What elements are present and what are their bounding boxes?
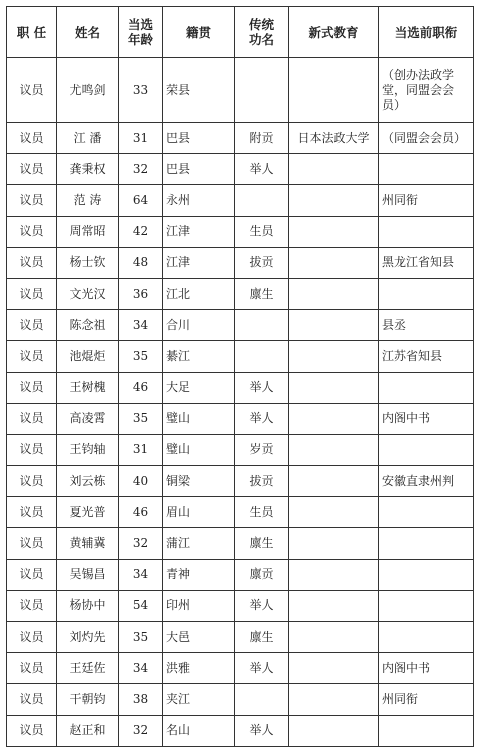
cell-gongming: 附贡 [235,123,289,154]
cell-gongming: 廪生 [235,528,289,559]
cell-previous-title: 江苏省知县 [379,341,474,372]
cell-age: 35 [119,622,163,653]
table-row [7,154,474,185]
cell-name: 江 潘 [57,123,119,154]
cell-origin: 印州 [163,590,235,621]
cell-age: 48 [119,247,163,278]
cell-education [289,528,379,559]
cell-origin: 璧山 [163,403,235,434]
header-previous-title: 当选前职衔 [379,7,474,58]
cell-previous-title: 州同衔 [379,684,474,715]
cell-education [289,403,379,434]
cell-age: 46 [119,372,163,403]
cell-gongming: 拔贡 [235,247,289,278]
cell-gongming: 生员 [235,216,289,247]
cell-role: 议员 [7,247,57,278]
cell-previous-title [379,622,474,653]
cell-gongming: 廪生 [235,278,289,309]
cell-role: 议员 [7,58,57,123]
table-row [7,58,474,123]
table-row [7,622,474,653]
table-row [7,528,474,559]
cell-origin: 大邑 [163,622,235,653]
cell-education [289,341,379,372]
table-row [7,434,474,465]
cell-gongming: 拔贡 [235,466,289,497]
cell-origin: 永州 [163,185,235,216]
members-table [6,6,474,747]
cell-role: 议员 [7,497,57,528]
cell-role: 议员 [7,684,57,715]
cell-age: 35 [119,341,163,372]
cell-origin: 名山 [163,715,235,746]
cell-gongming: 举人 [235,715,289,746]
cell-education [289,466,379,497]
table-row [7,653,474,684]
cell-role: 议员 [7,590,57,621]
cell-age: 32 [119,154,163,185]
cell-age: 42 [119,216,163,247]
table-row [7,715,474,746]
cell-name: 龚秉权 [57,154,119,185]
table-body [7,58,474,747]
cell-name: 王廷佐 [57,653,119,684]
cell-origin: 洪雅 [163,653,235,684]
table-row [7,247,474,278]
cell-gongming: 生员 [235,497,289,528]
cell-previous-title [379,497,474,528]
cell-gongming: 举人 [235,653,289,684]
cell-age: 31 [119,123,163,154]
cell-origin: 綦江 [163,341,235,372]
cell-origin: 璧山 [163,434,235,465]
cell-age: 38 [119,684,163,715]
cell-age: 31 [119,434,163,465]
cell-education [289,310,379,341]
cell-education [289,154,379,185]
table-row [7,278,474,309]
cell-age: 36 [119,278,163,309]
cell-previous-title: 州同衔 [379,185,474,216]
cell-gongming: 廪生 [235,622,289,653]
cell-role: 议员 [7,341,57,372]
cell-role: 议员 [7,403,57,434]
cell-gongming: 举人 [235,372,289,403]
cell-age: 34 [119,310,163,341]
header-name: 姓名 [57,7,119,58]
header-role: 职 任 [7,7,57,58]
cell-role: 议员 [7,372,57,403]
cell-origin: 荣县 [163,58,235,123]
cell-education [289,434,379,465]
table-row [7,341,474,372]
cell-gongming [235,58,289,123]
cell-previous-title [379,590,474,621]
cell-role: 议员 [7,434,57,465]
cell-origin: 巴县 [163,154,235,185]
cell-education [289,684,379,715]
cell-role: 议员 [7,310,57,341]
cell-role: 议员 [7,123,57,154]
table-row [7,372,474,403]
header-gongming: 传统功名 [235,7,289,58]
cell-name: 王树槐 [57,372,119,403]
cell-previous-title [379,216,474,247]
cell-origin: 合川 [163,310,235,341]
table-row [7,310,474,341]
cell-origin: 巴县 [163,123,235,154]
table-row [7,559,474,590]
cell-age: 46 [119,497,163,528]
cell-education [289,372,379,403]
cell-education [289,622,379,653]
cell-previous-title [379,715,474,746]
cell-origin: 眉山 [163,497,235,528]
cell-origin: 江北 [163,278,235,309]
cell-age: 33 [119,58,163,123]
cell-role: 议员 [7,278,57,309]
header-age: 当选年龄 [119,7,163,58]
cell-age: 32 [119,528,163,559]
cell-name: 干朝钧 [57,684,119,715]
cell-gongming [235,185,289,216]
cell-name: 刘云栋 [57,466,119,497]
cell-gongming: 举人 [235,154,289,185]
cell-name: 杨协中 [57,590,119,621]
cell-origin: 蒲江 [163,528,235,559]
cell-previous-title [379,434,474,465]
cell-name: 杨士钦 [57,247,119,278]
table-row [7,497,474,528]
cell-name: 赵正和 [57,715,119,746]
cell-gongming: 举人 [235,590,289,621]
cell-previous-title [379,559,474,590]
cell-age: 40 [119,466,163,497]
cell-role: 议员 [7,466,57,497]
cell-previous-title: 内阁中书 [379,403,474,434]
cell-education [289,58,379,123]
cell-role: 议员 [7,653,57,684]
cell-age: 34 [119,559,163,590]
cell-role: 议员 [7,185,57,216]
cell-origin: 大足 [163,372,235,403]
cell-name: 范 涛 [57,185,119,216]
cell-name: 文光汉 [57,278,119,309]
table-row [7,123,474,154]
cell-name: 池焜炬 [57,341,119,372]
cell-gongming [235,310,289,341]
cell-age: 34 [119,653,163,684]
cell-previous-title: 黑龙江省知县 [379,247,474,278]
cell-age: 64 [119,185,163,216]
cell-name: 夏光普 [57,497,119,528]
cell-gongming: 举人 [235,403,289,434]
cell-role: 议员 [7,154,57,185]
cell-previous-title: 县丞 [379,310,474,341]
cell-name: 尤鸣剑 [57,58,119,123]
header-education: 新式教育 [289,7,379,58]
cell-name: 刘灼先 [57,622,119,653]
cell-origin: 江津 [163,216,235,247]
cell-role: 议员 [7,559,57,590]
cell-role: 议员 [7,216,57,247]
cell-gongming: 廪贡 [235,559,289,590]
cell-education [289,278,379,309]
cell-gongming [235,341,289,372]
cell-education [289,185,379,216]
cell-education [289,247,379,278]
cell-education [289,559,379,590]
cell-education [289,715,379,746]
cell-age: 32 [119,715,163,746]
cell-previous-title: （同盟会会员） [379,123,474,154]
cell-education [289,590,379,621]
cell-education: 日本法政大学 [289,123,379,154]
cell-origin: 铜梁 [163,466,235,497]
cell-education [289,653,379,684]
header-row [7,7,474,58]
cell-origin: 青神 [163,559,235,590]
cell-name: 吴锡昌 [57,559,119,590]
cell-previous-title: 内阁中书 [379,653,474,684]
cell-name: 王钧轴 [57,434,119,465]
cell-education [289,497,379,528]
table-row [7,403,474,434]
cell-origin: 夹江 [163,684,235,715]
cell-gongming: 岁贡 [235,434,289,465]
cell-role: 议员 [7,622,57,653]
cell-gongming [235,684,289,715]
cell-name: 周常昭 [57,216,119,247]
cell-previous-title [379,372,474,403]
cell-previous-title: 安徽直隶州判 [379,466,474,497]
cell-education [289,216,379,247]
cell-previous-title [379,528,474,559]
cell-previous-title [379,278,474,309]
cell-name: 黄辅冀 [57,528,119,559]
header-origin: 籍贯 [163,7,235,58]
table-row [7,185,474,216]
cell-age: 54 [119,590,163,621]
table-row [7,590,474,621]
cell-previous-title [379,154,474,185]
cell-role: 议员 [7,715,57,746]
cell-name: 高凌霄 [57,403,119,434]
cell-previous-title: （创办法政学堂，同盟会会员） [379,58,474,123]
cell-role: 议员 [7,528,57,559]
table-row [7,466,474,497]
cell-age: 35 [119,403,163,434]
cell-origin: 江津 [163,247,235,278]
cell-name: 陈念祖 [57,310,119,341]
table-row [7,684,474,715]
table-row [7,216,474,247]
